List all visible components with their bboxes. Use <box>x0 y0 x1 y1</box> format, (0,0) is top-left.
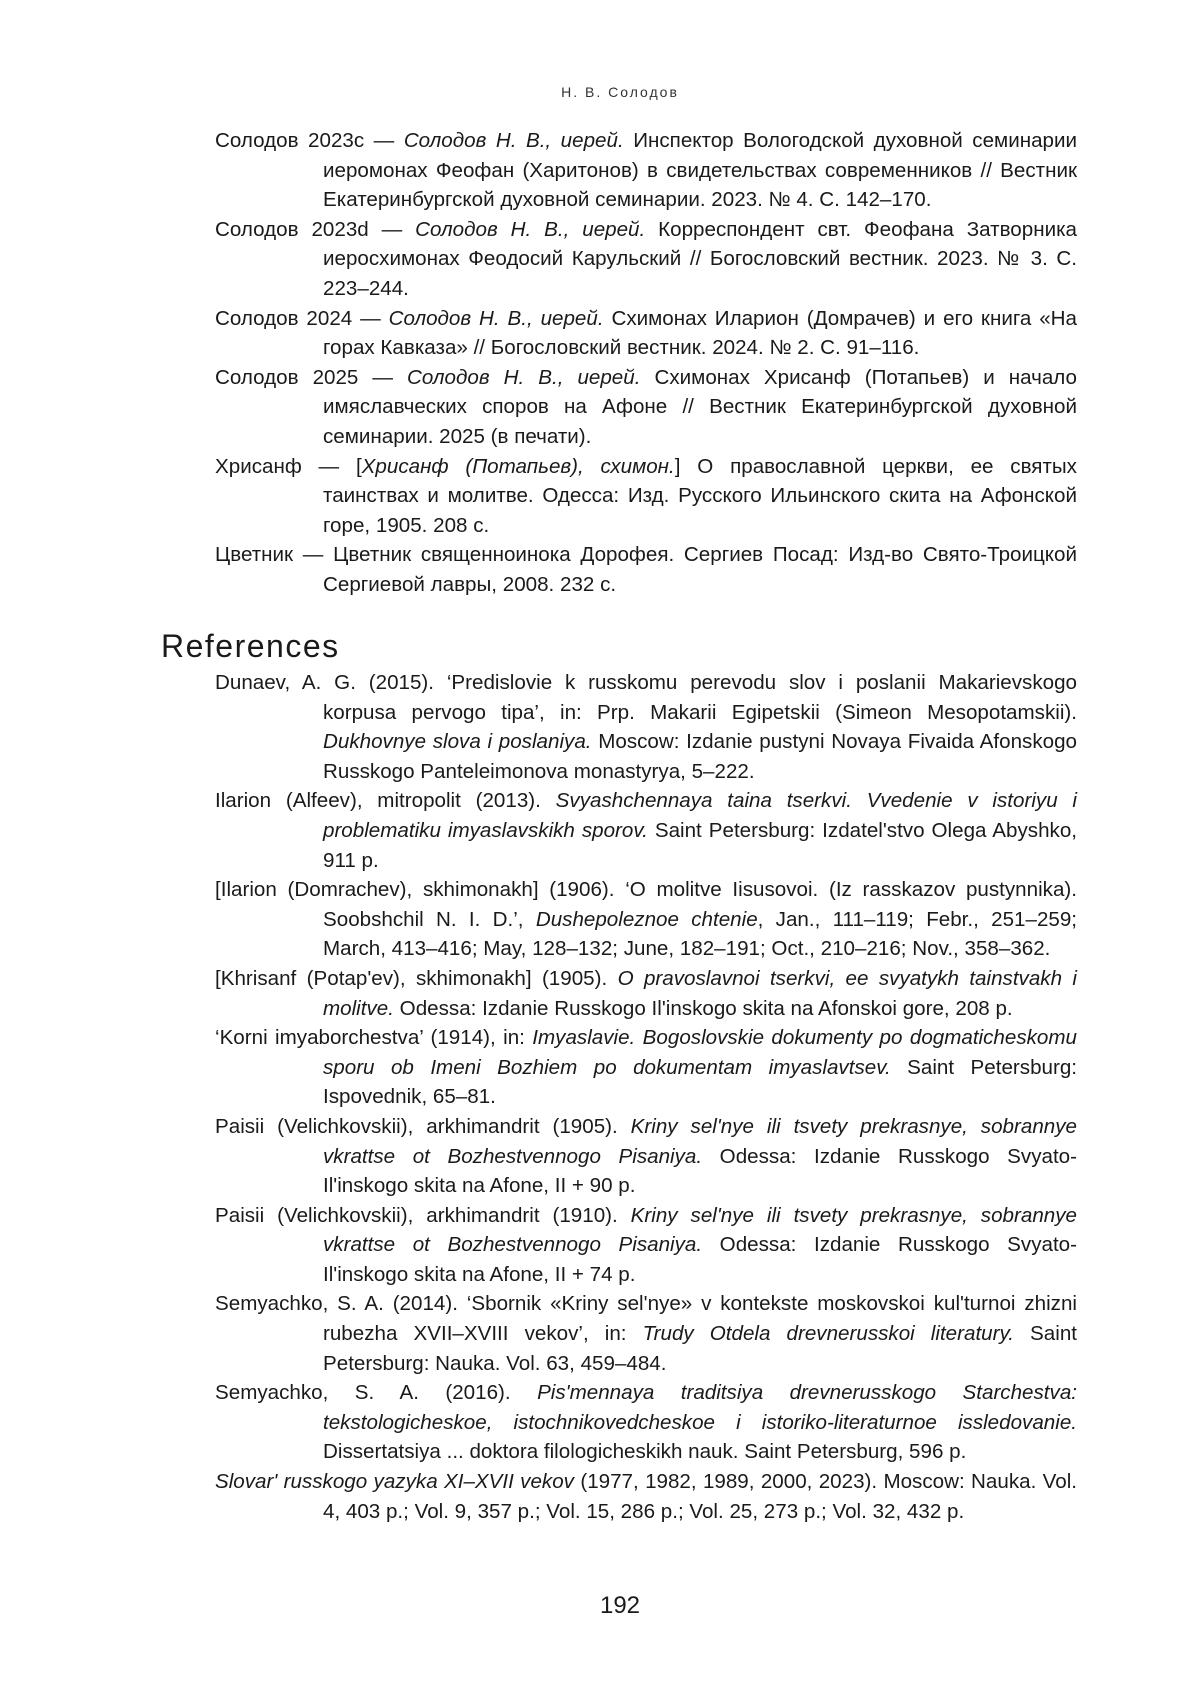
reference-entry <box>215 668 1077 786</box>
bibliography-entry <box>215 363 1077 452</box>
entry-text: Схимонах Хрисанф (Потапьев) и начало имяславческих споров на Афоне // Вестник Екатеринбургской духовной семинарии. 2025 (в печати). <box>323 365 1078 448</box>
bibliography-entry <box>215 452 1077 541</box>
entry-italic-title: Kriny sel'nye ili tsvety prekrasnye, sobrannye vkrattse ot Bozhestvennogo Pisaniya. <box>323 1114 1077 1168</box>
entry-text: [Khrisanf (Potap'ev), skhimonakh] (1905). <box>215 966 618 990</box>
entry-text: Odessa: Izdanie Russkogo Svyato-Il'inskogo skita na Afone, II + 90 p. <box>323 1144 1077 1198</box>
entry-text: (1977, 1982, 1989, 2000, 2023). Moscow: Nauka. Vol. 4, 403 p.; Vol. 9, 357 p.; Vol. 15, 286 p.; Vol. 25, 273 p.; Vol. 32, 432 p. <box>323 1470 1077 1523</box>
reference-entry <box>215 1023 1077 1112</box>
running-header: Н. В. Солодов <box>561 84 679 100</box>
entry-italic-title: Imyaslavie. Bogoslovskie dokumenty po dogmaticheskomu sporu ob Imeni Bozhiem po dokumentam imyaslavtsev. <box>323 1026 1077 1079</box>
entry-text: Инспектор Вологодской духовной семинарии иеромонах Феофан (Харитонов) в свидетельствах современников // Вестник Екатеринбургской духовной семинарии. 2023. № 4. С. 142–170. <box>323 129 1077 212</box>
reference-entry <box>215 1467 1077 1526</box>
entry-text: [Ilarion (Domrachev), skhimonakh] (1906). ‘O molitve Iisusovoi. (Iz rasskazov pustynnika). Soobshchil N. I. D.’, <box>215 878 1077 931</box>
entry-text: Paisii (Velichkovskii), arkhimandrit (1910). <box>215 1203 631 1227</box>
bibliography-entry <box>215 540 1077 599</box>
entry-italic-title: Trudy Otdela drevnerusskoi literatury. <box>642 1322 1014 1346</box>
entry-text: Odessa: Izdanie Russkogo Svyato-Il'inskogo skita na Afone, II + 74 p. <box>323 1233 1077 1286</box>
entry-author: Солодов Н. В., иерей. <box>388 306 604 330</box>
entry-lead: Солодов 2025 — <box>215 365 408 389</box>
entry-text: Корреспондент свт. Феофана Затворника иеросхимонах Феодосий Карульский // Богословский вестник. 2023. № 3. С. 223–244. <box>323 217 1078 300</box>
entry-text: ] О православной церкви, ее святых таинствах и молитве. Одесса: Изд. Русского Ильинского скита на Афонской горе, 1905. 208 с. <box>323 454 1077 537</box>
entry-text: , Jan., 111–119; Febr., 251–259; March, 413–416; May, 128–132; June, 182–191; Oct., 210–216; Nov., 358–362. <box>323 907 1078 961</box>
entry-lead: Солодов 2023c — <box>215 129 404 152</box>
entry-italic-title: Kriny sel'nye ili tsvety prekrasnye, sobrannye vkrattse ot Bozhestvennogo Pisaniya. <box>323 1203 1077 1257</box>
references-heading: References <box>161 628 340 664</box>
reference-entry <box>215 1201 1077 1290</box>
references-list <box>215 668 1077 1526</box>
entry-lead: Солодов 2024 — <box>215 306 389 330</box>
entry-text: Moscow: Izdanie pustyni Novaya Fivaida Afonskogo Russkogo Panteleimonova monastyrya, 5–222. <box>323 730 1077 783</box>
entry-text: Dissertatsiya ... doktora filologicheskikh nauk. Saint Petersburg, 596 p. <box>323 1440 967 1464</box>
entry-italic-title: Svyashchennaya taina tserkvi. Vvedenie v istoriyu i problematiku imyaslavskikh sporov. <box>323 789 1077 842</box>
reference-entry <box>215 875 1077 964</box>
entry-text: Semyachko, S. A. (2016). <box>215 1381 538 1405</box>
entry-italic-title: Slovar' russkogo yazyka XI–XVII vekov <box>215 1470 574 1494</box>
bibliography-russian <box>215 126 1077 600</box>
entry-text: Saint Petersburg: Nauka. Vol. 63, 459–484. <box>323 1322 1078 1375</box>
reference-entry <box>215 1112 1077 1201</box>
entry-italic-title: Dukhovnye slova i poslaniya. <box>323 730 592 754</box>
entry-text: Схимонах Иларион (Домрачев) и его книга «На горах Кавказа» // Богословский вестник. 2024. № 2. С. 91–116. <box>323 306 1077 360</box>
entry-text: Paisii (Velichkovskii), arkhimandrit (1905). <box>215 1114 631 1138</box>
entry-italic-title: Dushepoleznoe chtenie <box>535 907 758 931</box>
entry-text: Ilarion (Alfeev), mitropolit (2013). <box>215 789 556 813</box>
reference-entry <box>215 786 1077 875</box>
bibliography-entry <box>215 304 1077 363</box>
entry-author: Солодов Н. В., иерей. <box>415 217 646 241</box>
entry-italic-title: O pravoslavnoi tserkvi, ee svyatykh tainstvakh i molitve. <box>323 966 1078 1020</box>
bibliography-entry <box>215 126 1077 215</box>
reference-entry <box>215 964 1077 1023</box>
entry-author: Солодов Н. В., иерей. <box>403 129 624 152</box>
reference-entry <box>215 1378 1077 1467</box>
entry-lead: Хрисанф — [ <box>215 454 362 478</box>
entry-lead: Солодов 2023d — <box>215 217 416 241</box>
entry-italic-title: Pis'mennaya traditsiya drevnerusskogo Starchestva: tekstologicheskoe, istochnikovedcheskoe i istoriko-literaturnoe issledovanie. <box>323 1381 1077 1434</box>
page-number: 192 <box>599 1592 641 1619</box>
entry-text: Semyachko, S. A. (2014). ‘Sbornik «Kriny sel'nye» v kontekste moskovskoi kul'turnoi zhizni rubezha XVII–XVIII vekov’, in: <box>215 1292 1077 1346</box>
entry-text: Odessa: Izdanie Russkogo Il'inskogo skita na Afonskoi gore, 208 p. <box>393 996 1013 1020</box>
entry-text: Saint Petersburg: Ispovednik, 65–81. <box>323 1055 1078 1109</box>
reference-entry <box>215 1289 1077 1378</box>
bibliography-entry <box>215 215 1077 304</box>
entry-author: Хрисанф (Потапьев), схимон. <box>361 454 675 478</box>
entry-author: Солодов Н. В., иерей. <box>407 365 641 389</box>
entry-text: Dunaev, A. G. (2015). ‘Predislovie k russkomu perevodu slov i poslanii Makarievskogo korpusa pervogo tipa’, in: Prp. Makarii Egipetskii (Simeon Mesopotamskii). <box>215 671 1077 724</box>
entry-lead: Цветник — Цветник священноинока Дорофея. Сергиев Посад: Изд-во Свято-Троицкой Сергиевой лавры, 2008. 232 с. <box>215 543 1077 596</box>
entry-text: ‘Korni imyaborchestva’ (1914), in: <box>215 1026 533 1050</box>
entry-text: Saint Petersburg: Izdatel'stvo Olega Abyshko, 911 p. <box>323 818 1078 872</box>
